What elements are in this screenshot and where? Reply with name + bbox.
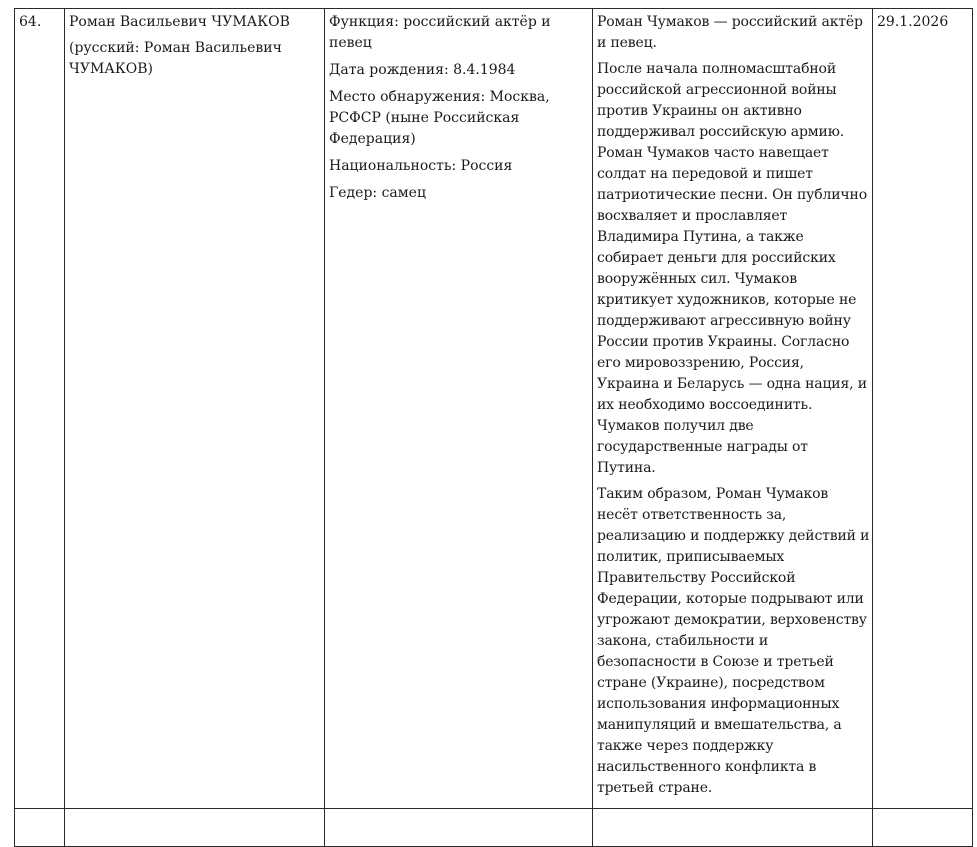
info-location: Место обнаружения: Москва, РСФСР (ныне Российская Федерация) [329, 89, 550, 147]
reason-paragraph: После начала полномасштабной российской агрессионной войны против Украины он активно поддерживал российскую армию. Роман Чумаков часто навещает солдат на передовой и пишет патриотические песни. Он публично восхваляет и прославляет Владимира Путина, а также собирает деньги для российских вооружённых сил. Чумаков критикует художников, которые не поддерживают агрессивную войну России против Украины. Согласно его мировоззрению, Россия, Украина и Беларусь — одна нация, и их необходимо воссоединить. Чумаков получил две государственные награды от Путина. [597, 61, 867, 476]
entry-number: 64. [19, 14, 42, 30]
entry-name: Роман Васильевич ЧУМАКОВ [69, 14, 290, 30]
info-function: Функция: российский актёр и певец [329, 14, 551, 51]
next-number-cell [15, 809, 65, 847]
info-gender: Гедер: самец [329, 185, 426, 201]
sanctions-table [14, 8, 973, 847]
next-reasons-cell [593, 809, 873, 847]
entry-number-cell [15, 9, 65, 809]
entry-date: 29.1.2026 [877, 14, 949, 30]
next-info-cell [325, 809, 593, 847]
next-name-cell [65, 809, 325, 847]
table-row [15, 9, 973, 809]
info-birth-date: Дата рождения: 8.4.1984 [329, 62, 516, 78]
reason-paragraph: Роман Чумаков — российский актёр и певец. [597, 14, 863, 51]
entry-name-cell [65, 9, 325, 809]
entry-name-alt: (русский: Роман Васильевич ЧУМАКОВ) [69, 40, 282, 77]
entry-info-cell [325, 9, 593, 809]
info-nationality: Национальность: Россия [329, 158, 513, 174]
reason-paragraph: Таким образом, Роман Чумаков несёт ответственность за, реализацию и поддержку действий и политик, приписываемых Правительству Российской Федерации, которые подрывают или угрожают демократии, верховенству закона, стабильности и безопасности в Союзе и третьей стране (Украине), посредством использования информационных манипуляций и вмешательства, а также через поддержку насильственного конфликта в третьей стране. [597, 486, 870, 796]
entry-reasons-cell [593, 9, 873, 809]
next-date-cell [873, 809, 973, 847]
entry-date-cell [873, 9, 973, 809]
table-row-cut-off [15, 809, 973, 847]
